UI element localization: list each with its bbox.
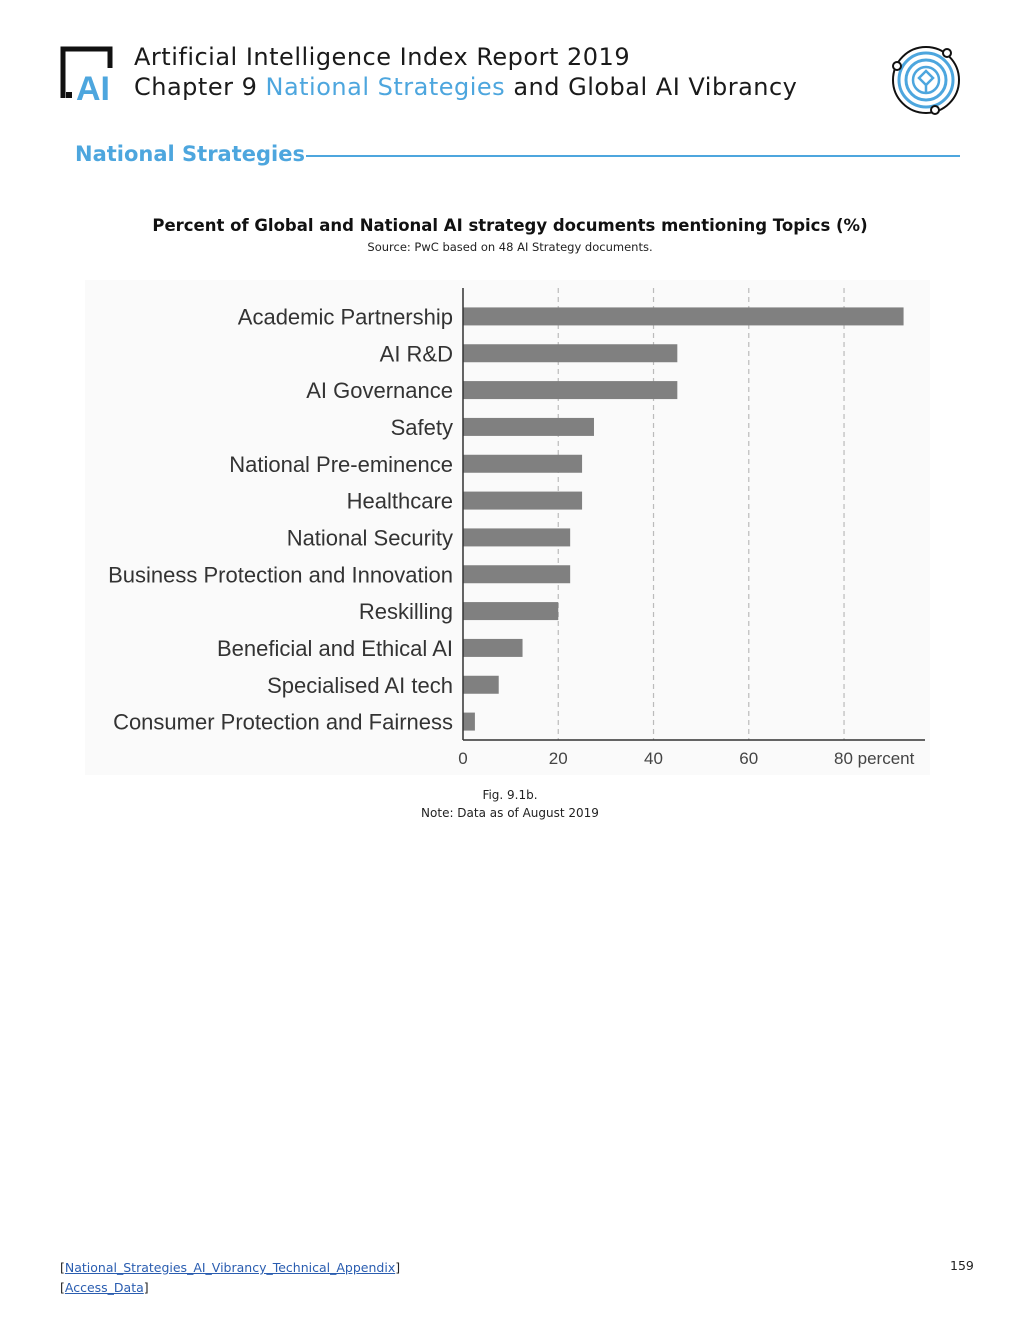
category-label: AI R&D bbox=[379, 341, 453, 367]
x-tick-label: 0 bbox=[458, 749, 468, 768]
report-title: Artificial Intelligence Index Report 2019 bbox=[134, 43, 631, 71]
footer-links bbox=[60, 1258, 400, 1298]
x-tick-label: 40 bbox=[644, 749, 663, 768]
chart-title: Percent of Global and National AI strategy documents mentioning Topics (%) bbox=[152, 216, 868, 235]
x-tick-label: 20 bbox=[548, 749, 568, 768]
access-data-link[interactable]: Access_Data bbox=[64, 1280, 144, 1295]
category-label: Consumer Protection and Fairness bbox=[113, 709, 453, 735]
chapter-suffix: and Global AI Vibrancy bbox=[505, 73, 798, 101]
category-label: Academic Partnership bbox=[237, 304, 453, 330]
chart-source: Source: PwC based on 48 AI Strategy documents. bbox=[367, 240, 653, 254]
category-label: Reskilling bbox=[358, 599, 453, 625]
bar bbox=[463, 676, 499, 694]
category-label: National Security bbox=[286, 525, 453, 551]
bar bbox=[463, 565, 570, 583]
chapter-emblem-icon bbox=[888, 42, 964, 118]
category-label: Business Protection and Innovation bbox=[108, 562, 453, 588]
chapter-title bbox=[134, 72, 797, 102]
category-label: National Pre-eminence bbox=[229, 451, 453, 477]
x-tick-label: 80 percent bbox=[834, 749, 915, 768]
report-header bbox=[134, 42, 797, 102]
section-divider bbox=[306, 155, 960, 157]
figure-number: Fig. 9.1b. bbox=[482, 788, 538, 802]
bar bbox=[463, 639, 523, 657]
technical-appendix-link[interactable]: National_Strategies_AI_Vibrancy_Technical_Appendix bbox=[64, 1260, 396, 1275]
bar bbox=[463, 307, 904, 325]
bar bbox=[463, 528, 570, 546]
footer-link-line-2: [Access_Data] bbox=[60, 1280, 149, 1295]
figure-caption bbox=[0, 786, 1020, 822]
page-number: 159 bbox=[950, 1258, 974, 1273]
x-tick-label: 60 bbox=[739, 749, 759, 768]
chapter-highlight: National Strategies bbox=[265, 73, 506, 101]
bar bbox=[463, 344, 677, 362]
bar bbox=[463, 602, 558, 620]
ai-index-logo bbox=[60, 46, 120, 102]
chapter-prefix: Chapter 9 bbox=[134, 73, 266, 101]
category-label: Healthcare bbox=[346, 488, 453, 514]
footer-link-line-1: [National_Strategies_AI_Vibrancy_Technical_Appendix] bbox=[60, 1260, 401, 1275]
category-label: Safety bbox=[390, 414, 453, 440]
bar bbox=[463, 455, 582, 473]
category-label: Beneficial and Ethical AI bbox=[216, 635, 453, 661]
bar bbox=[463, 418, 594, 436]
bar bbox=[463, 381, 677, 399]
bar bbox=[463, 713, 475, 731]
section-title: National Strategies bbox=[75, 142, 305, 166]
category-label: Specialised AI tech bbox=[267, 672, 453, 698]
svg-text:AI: AI bbox=[76, 70, 110, 102]
bar bbox=[463, 492, 582, 510]
category-label: AI Governance bbox=[306, 378, 453, 404]
figure-note: Note: Data as of August 2019 bbox=[421, 806, 599, 820]
bar-chart bbox=[85, 280, 930, 775]
